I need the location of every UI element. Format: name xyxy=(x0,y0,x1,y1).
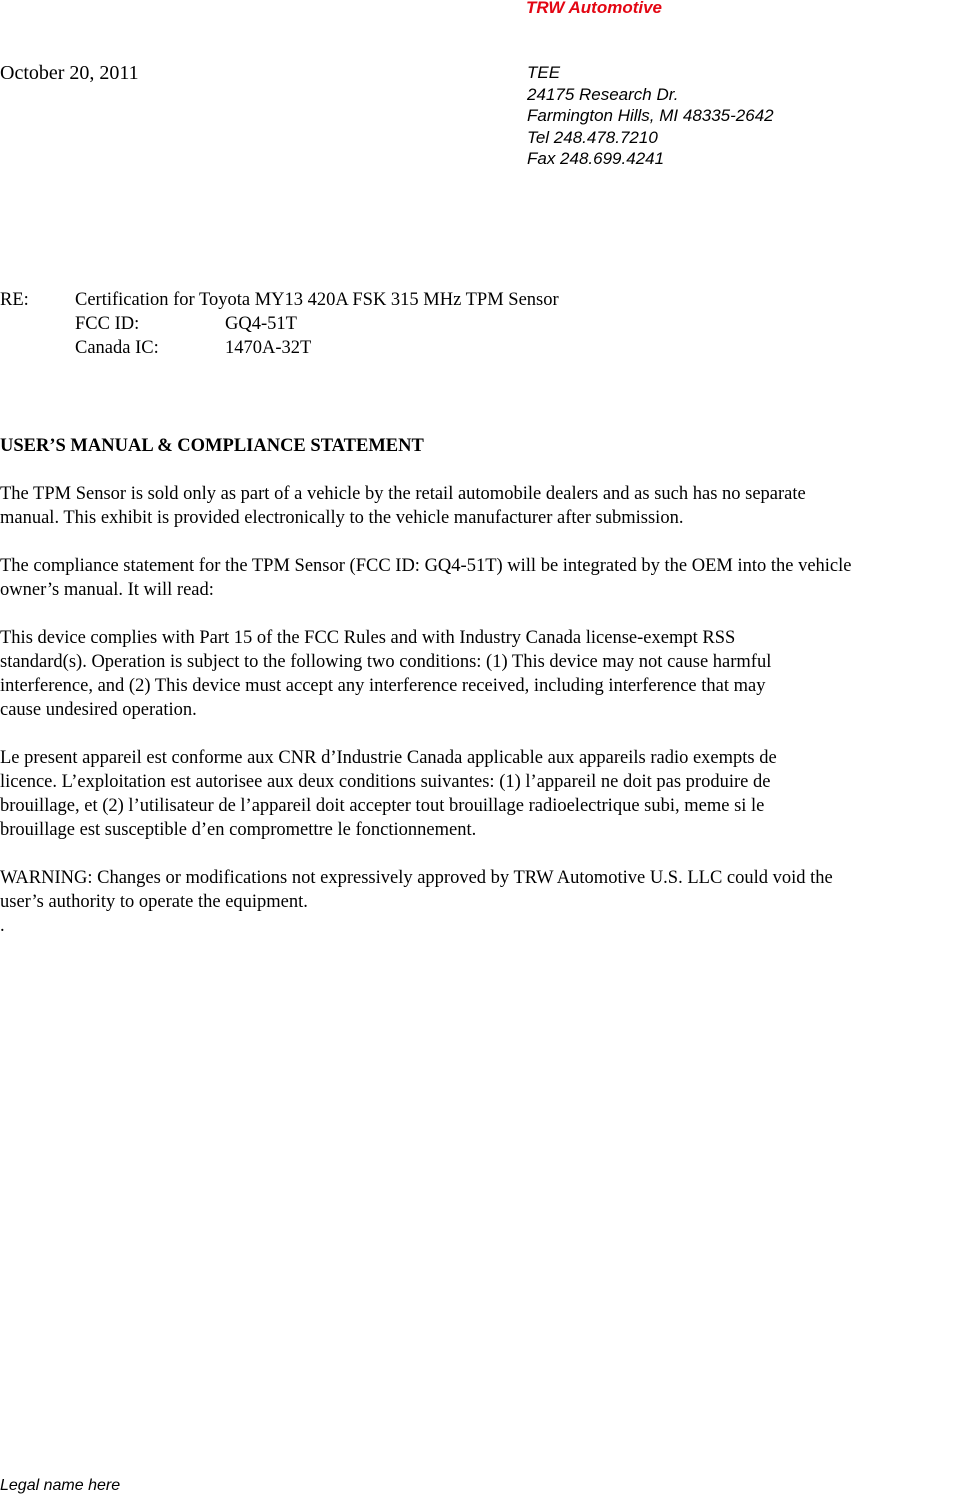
canada-ic-value: 1470A-32T xyxy=(225,338,312,358)
fcc-id-label: FCC ID: xyxy=(75,314,140,334)
letter-date: October 20, 2011 xyxy=(0,62,139,84)
paragraph-line: The compliance statement for the TPM Sensor (FCC ID: GQ4-51T) will be integrated by the OEM into the vehicle xyxy=(0,556,852,576)
address-phone: Tel 248.478.7210 xyxy=(527,127,658,147)
canada-ic-row xyxy=(0,336,700,360)
paragraph-line: user’s authority to operate the equipment. xyxy=(0,892,308,912)
paragraph-integration xyxy=(0,554,959,602)
paragraph-line: owner’s manual. It will read: xyxy=(0,580,214,600)
legal-name-footer: Legal name here xyxy=(0,1477,121,1494)
sender-address xyxy=(527,62,774,170)
re-subject-row xyxy=(0,288,700,312)
paragraph-line: interference, and (2) This device must accept any interference received, including interference that may xyxy=(0,676,766,696)
re-label: RE: xyxy=(0,290,29,310)
paragraph-line: standard(s). Operation is subject to the following two conditions: (1) This device may not cause harmful xyxy=(0,652,772,672)
paragraph-line: cause undesired operation. xyxy=(0,700,197,720)
re-block xyxy=(0,288,700,360)
paragraph-french-statement xyxy=(0,746,959,842)
paragraph-manual xyxy=(0,482,959,530)
paragraph-warning xyxy=(0,866,959,938)
paragraph-line: The TPM Sensor is sold only as part of a vehicle by the retail automobile dealers and as such has no separate xyxy=(0,484,806,504)
address-line: TEE xyxy=(527,63,561,82)
address-line: Farmington Hills, MI 48335-2642 xyxy=(527,106,774,125)
paragraph-fcc-statement xyxy=(0,626,959,722)
paragraph-line: This device complies with Part 15 of the FCC Rules and with Industry Canada license-exempt RSS xyxy=(0,628,736,648)
company-name: TRW Automotive xyxy=(526,0,662,17)
paragraph-line: WARNING: Changes or modifications not expressively approved by TRW Automotive U.S. LLC could void the xyxy=(0,868,833,888)
address-fax: Fax 248.699.4241 xyxy=(527,149,665,168)
section-heading: USER’S MANUAL & COMPLIANCE STATEMENT xyxy=(0,436,424,456)
paragraph-line: licence. L’exploitation est autorisee aux deux conditions suivantes: (1) l’appareil ne doit pas produire de xyxy=(0,772,771,792)
paragraph-line: . xyxy=(0,916,5,936)
fcc-id-row xyxy=(0,312,700,336)
address-line: 24175 Research Dr. xyxy=(527,84,679,104)
paragraph-line: manual. This exhibit is provided electronically to the vehicle manufacturer after submission. xyxy=(0,508,684,528)
paragraph-line: Le present appareil est conforme aux CNR d’Industrie Canada applicable aux appareils radio exempts de xyxy=(0,748,777,768)
paragraph-line: brouillage est susceptible d’en compromettre le fonctionnement. xyxy=(0,820,477,840)
paragraph-line: brouillage, et (2) l’utilisateur de l’appareil doit accepter tout brouillage radioelectrique subi, meme si le xyxy=(0,796,765,816)
canada-ic-label: Canada IC: xyxy=(75,338,159,358)
re-subject: Certification for Toyota MY13 420A FSK 315 MHz TPM Sensor xyxy=(75,290,559,310)
fcc-id-value: GQ4-51T xyxy=(225,314,297,334)
